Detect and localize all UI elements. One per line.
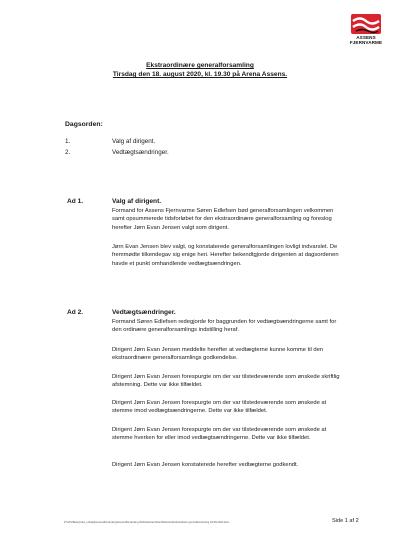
document-subtitle: Tirsdag den 18. august 2020, kl. 19.30 på Arena Assens.: [112, 71, 288, 78]
section-title: Vedtægtsændringer.: [112, 309, 176, 316]
footer-file-path: P:\AFV\Bestyrelse_Udvalg\Generalforsamling\Generalforsamling 2020\ekstraordinær\Referat Ekstraordinær generalforsamling 18-08-2020.docx: [64, 521, 230, 524]
agenda-item-text: Valg af dirigent.: [112, 138, 156, 145]
agenda-item-text: Vedtægtsændringer.: [112, 149, 169, 156]
section-paragraph: Formand Søren Edlefsen redegjorde for baggrunden for vedtægtsændringerne samt for den ordinære generalforsamlings indstilling heraf.: [112, 319, 337, 334]
logo-line-1: ASSENS: [356, 35, 376, 40]
flame-wave-icon: [348, 12, 384, 36]
section-title: Valg af dirigent.: [112, 198, 162, 205]
agenda-heading: Dagsorden:: [65, 121, 103, 128]
footer-page-number: Side 1 af 2: [332, 518, 359, 524]
section-label: Ad 1.: [67, 198, 84, 205]
document-title: Ekstraordinære generalforsamling: [146, 62, 254, 69]
section-paragraph: Dirigent Jørn Evan Jensen meddelte herefter at vedtægterne kunne komme til den ekstraordinære generalforsamlings godkendelse.: [112, 347, 324, 362]
assens-fjernvarme-logo: [348, 12, 384, 52]
section-paragraph: Jørn Evan Jensen blev valgt, og konstaterede generalforsamlingen lovligt indvarslet. De fremmødte tilkendegav sig enige heri. Herefter bekendtgjorde dirigenten at dagsordenen havde et punkt omhandlende vedtægtsændringen.: [112, 244, 339, 267]
logo-line-2: FJERNVARME: [349, 40, 383, 46]
agenda-item-number: 1.: [65, 138, 71, 145]
section-paragraph: Formand for Assens Fjernvarme Søren Edlefsen bød generalforsamlingen velkommen samt opsummerede tidsforløbet for den ekstraordinære generalforsamling og foreslog herefter Jørn Evan Jensen valgt som dirigent.: [112, 208, 334, 231]
document-title-block: [0, 61, 400, 79]
section-paragraph: Dirigent Jørn Evan Jensen forespurgte om der var tilstedeværende som ønskede skriftlig afstemning. Dette var ikke tilfældet.: [112, 374, 340, 389]
section-label: Ad 2.: [67, 309, 84, 316]
section-paragraph: Dirigent Jørn Evan Jensen konstaterede herefter vedtægterne godkendt.: [112, 462, 299, 468]
agenda-item-number: 2.: [65, 149, 71, 156]
section-paragraph: Dirigent Jørn Evan Jensen forespurgte om der var tilstedeværende som ønskede at stemme hverken for eller imod vedtægtsændringerne. Dette var ikke tilfældet.: [112, 427, 327, 442]
section-paragraph: Dirigent Jørn Evan Jensen forespurgte om der var tilstedeværende som ønskede at stemme imod vedtægtsændringerne. Dette var ikke tilfældet.: [112, 400, 327, 415]
logo-wordmark: [348, 35, 384, 45]
